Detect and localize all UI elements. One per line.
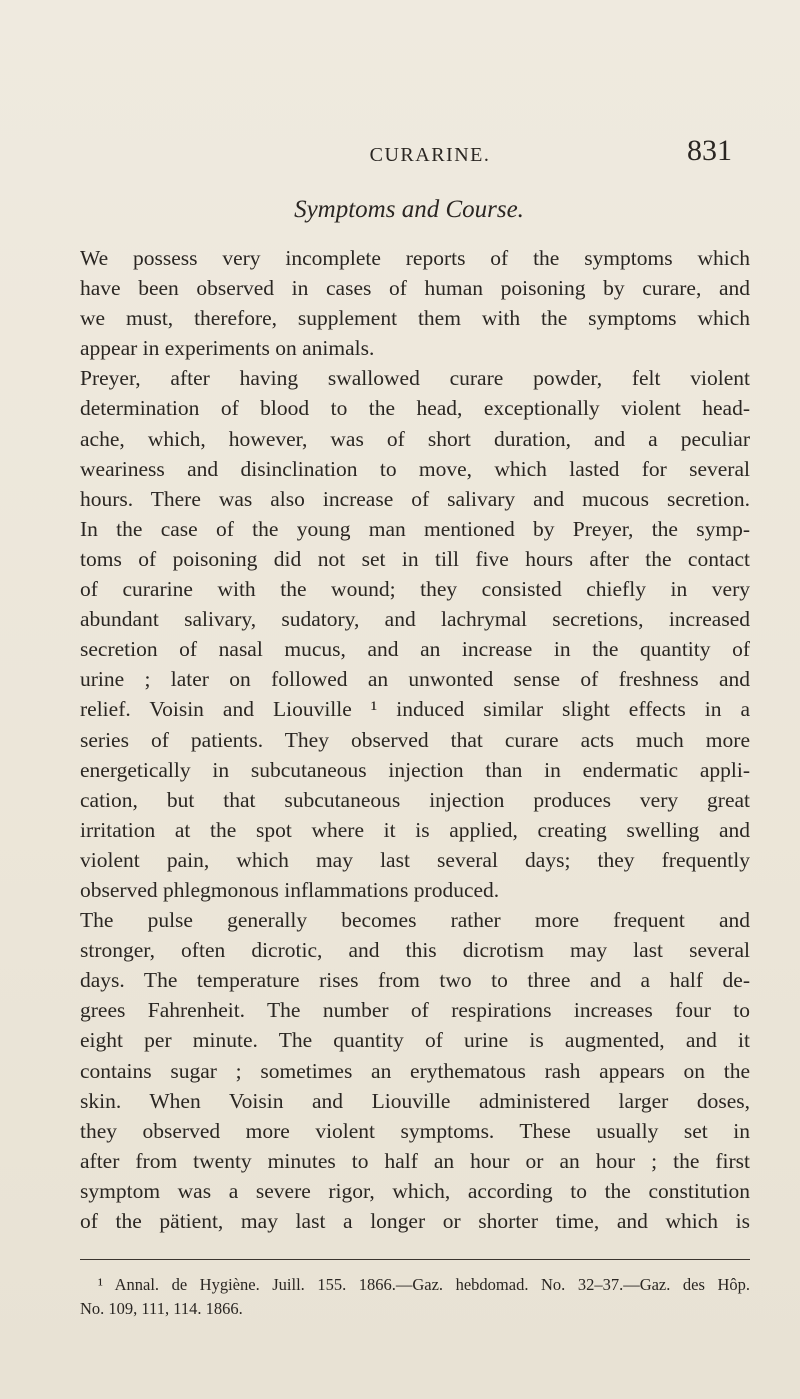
text-line: symptom was a severe rigor, which, according to the constitution: [80, 1178, 750, 1203]
text-line: have been observed in cases of human poisoning by curare, and: [80, 276, 750, 301]
text-line: violent pain, which may last several days; they frequently: [80, 847, 750, 872]
running-head: CURARINE.: [369, 144, 491, 166]
text-line: skin. When Voisin and Liouville administered larger doses,: [80, 1088, 750, 1113]
text-line: The pulse generally becomes rather more frequent and: [80, 908, 750, 933]
text-line: they observed more violent symptoms. These usually set in: [80, 1118, 750, 1143]
text-line: hours. There was also increase of salivary and mucous secretion.: [80, 486, 750, 511]
text-line: irritation at the spot where it is applied, creating swelling and: [80, 817, 750, 842]
text-line: abundant salivary, sudatory, and lachrymal secretions, increased: [80, 607, 750, 632]
text-line: energetically in subcutaneous injection than in endermatic appli-: [80, 757, 750, 782]
text-line: ache, which, however, was of short duration, and a peculiar: [80, 426, 750, 451]
text-line: determination of blood to the head, exceptionally violent head-: [80, 396, 750, 421]
text-line: cation, but that subcutaneous injection produces very great: [80, 787, 750, 812]
footnote: [80, 1273, 750, 1321]
text-line: urine ; later on followed an unwonted sense of freshness and: [80, 667, 750, 692]
text-line: In the case of the young man mentioned by Preyer, the symp-: [80, 516, 750, 541]
text-line: appear in experiments on animals.: [80, 336, 375, 361]
page-number: 831: [687, 134, 732, 167]
text-line: observed phlegmonous inflammations produced.: [80, 877, 500, 902]
text-line: we must, therefore, supplement them with the symptoms which: [80, 306, 750, 331]
section-title: Symptoms and Course.: [294, 196, 524, 223]
text-line: weariness and disinclination to move, which lasted for several: [80, 456, 750, 481]
text-line: relief. Voisin and Liouville ¹ induced similar slight effects in a: [80, 697, 750, 722]
footnote-line: ¹ Annal. de Hygiène. Juill. 155. 1866.—Gaz. hebdomad. No. 32–37.—Gaz. des Hôp.: [98, 1275, 750, 1294]
footnote-line: No. 109, 111, 114. 1866.: [80, 1299, 243, 1318]
text-line: secretion of nasal mucus, and an increase in the quantity of: [80, 637, 750, 662]
text-line: eight per minute. The quantity of urine is augmented, and it: [80, 1028, 750, 1053]
footnote-divider: [80, 1259, 750, 1260]
text-line: of the pätient, may last a longer or shorter time, and which is: [80, 1209, 750, 1233]
text-line: Preyer, after having swallowed curare powder, felt violent: [80, 366, 750, 391]
text-line: stronger, often dicrotic, and this dicrotism may last several: [80, 938, 750, 963]
page-header: [50, 104, 750, 167]
text-line: after from twenty minutes to half an hour or an hour ; the first: [80, 1148, 750, 1173]
text-line: toms of poisoning did not set in till five hours after the contact: [80, 546, 750, 571]
text-line: grees Fahrenheit. The number of respirations increases four to: [80, 998, 750, 1023]
text-line: contains sugar ; sometimes an erythematous rash appears on the: [80, 1058, 750, 1083]
text-line: We possess very incomplete reports of the symptoms which: [80, 246, 750, 270]
body-text: [80, 243, 750, 1236]
text-line: days. The temperature rises from two to three and a half de-: [80, 968, 750, 993]
text-line: of curarine with the wound; they consisted chiefly in very: [80, 577, 750, 602]
text-line: series of patients. They observed that curare acts much more: [80, 727, 750, 752]
